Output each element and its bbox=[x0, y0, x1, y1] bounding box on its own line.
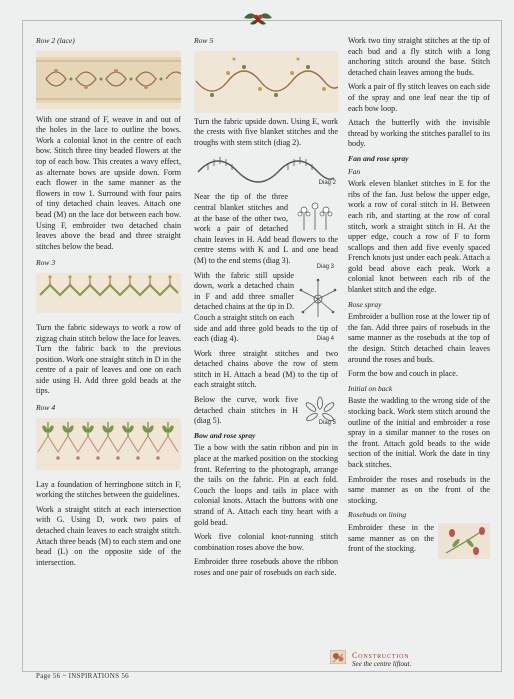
row5-paragraph: Turn the fabric upside down. Using E, work the crests with five blanket stitches and the troughs with stem stitch (diag 2). bbox=[194, 116, 338, 147]
initial-subheading: Initial on back bbox=[348, 383, 393, 393]
diag5-block bbox=[194, 395, 338, 427]
bow-rose-spray-heading: Bow and rose spray bbox=[194, 430, 256, 440]
column-right bbox=[348, 36, 490, 559]
rosebuds-paragraph: Embroider three rosebuds above the ribbon roses and one pair of rosebuds on each side. bbox=[194, 557, 338, 577]
butterfly-paragraph: Attach the butterfly with the invisible thread by working the stitches parallel to its body. bbox=[348, 118, 490, 149]
initial-paragraph: Baste the wadding to the wrong side of the stocking back. Work stem stitch around the outline of the initial and embroider a rose spray in a similar manner to the roses on the front. Attach gold beads to the wide section of the initial. Work the date in tiny back stitches. bbox=[348, 396, 490, 469]
diagram-3-label: Diag 3 bbox=[316, 263, 334, 270]
lining-block bbox=[348, 523, 490, 555]
fly-stitch-paragraph: Work a pair of fly stitch leaves on each side of the spray and one leaf near the tip of each bow loop. bbox=[348, 82, 490, 113]
row4-label: Row 4 bbox=[36, 403, 56, 413]
row5-label: Row 5 bbox=[194, 36, 214, 45]
diagram-2-drawing bbox=[194, 152, 338, 188]
row5-image bbox=[194, 51, 338, 113]
diagram-2 bbox=[194, 152, 338, 190]
construction-subtext: See the centre liftout. bbox=[352, 660, 412, 668]
lining-paragraph: Embroider these in the same manner as on the front of the stocking. bbox=[348, 522, 434, 554]
row3-paragraph: Turn the fabric sideways to work a row of zigzag chain stitch below the lace for leaves. Turn the fabric back to the previous position. Work one straight stitch in D in the centre of a pair of leaves and one on each side using H. Add three gold beads at the tips. bbox=[36, 322, 181, 396]
holly-ornament-icon bbox=[240, 6, 276, 28]
row2-paragraph: With one strand of F, weave in and out of the holes in the lace to outline the bows. Work a colonial knot in the centre of each bow. Stitch three tiny beaded flowers at the top of each bow. This creates a wavy effect, as alternate bows are upside down. Form each flower in the same manner as the flowers in row 1. Surround with four pairs of tiny detached chain leaves. Attach one bead (M) on the lace dot between each bow. Using F, embroider two detached chain leaves above the bead and three straight stitches below the bead. bbox=[36, 114, 181, 251]
fan-subheading: Fan bbox=[348, 166, 361, 176]
row4-paragraph-2: Work a straight stitch at each intersection with G. Using D, work two pairs of detached chain leaves to each straight stitch. Attach three beads (M) to each stem and one bead (L) on the opposite side of the intersection. bbox=[36, 504, 181, 567]
diagram-4-label: Diag 4 bbox=[316, 336, 334, 343]
rose-spray-paragraph: Embroider a bullion rose at the lower tip of the fan. Add three pairs of rosebuds in the same manner as the rosebuds at the top of the design. Stitch detached chain leaves around the roses and buds. bbox=[348, 312, 490, 364]
herringbone-row-image bbox=[36, 418, 181, 470]
diag5-paragraph: Below the curve, work five detached chain stitches in H (diag 5). bbox=[194, 395, 298, 426]
zigzag-row-image bbox=[36, 273, 181, 313]
fan-paragraph: Work eleven blanket stitches in E for the ribs of the fan. Just below the upper edge, work a row of coral stitch in H. Between each rib, and starting at the row of coral stitch, work a straight stitch in H. At the upper edge, couch a row of F to form scallops and then add five evenly spaced French knots just under each peak. Attach a gold bead above each peak. Work a colonial knot between each rib of the blanket stitch and the edge. bbox=[348, 179, 490, 295]
diag3-paragraph: Near the tip of the three central blanket stitches and at the base of the other two, work a pair of detached chain leaves in H. Add bead flowers to the centre stems with K and L and one bead (M) to the end stems (diag 3). bbox=[194, 192, 338, 265]
row2-label: Row 2 (lace) bbox=[36, 36, 75, 45]
diagram-2-label: Diag 2 bbox=[318, 179, 336, 186]
diagram-5-label: Diag 5 bbox=[318, 420, 336, 427]
diag3-block bbox=[194, 192, 338, 270]
diag4-paragraph: With the fabric still upside down, work a detached chain in F and add three smaller detached chains at the tip in D. Couch a straight stitch on each side and add three gold beads to the tip of each (diag 4). bbox=[194, 270, 338, 344]
fan-rose-spray-heading: Fan and rose spray bbox=[348, 153, 409, 163]
page-footer: Page 56 ~ INSPIRATIONS 56 bbox=[36, 672, 129, 680]
row4-paragraph-1: Lay a foundation of herringbone stitch in F, working the stitches between the guidelines. bbox=[36, 479, 181, 500]
diagram-3-drawing bbox=[292, 196, 338, 234]
bow-paragraph: Tie a bow with the satin ribbon and pin in place at the marked position on the stocking front. Referring to the photograph, arrange the tails on the fabric. Pin at each fold. Couch the loops and tails in place with colonial knots. Attach the buttons with one strand of A. Attach each tiny heart with a gold bead. bbox=[194, 443, 338, 527]
diag4-block bbox=[194, 271, 338, 345]
straight-stitch-paragraph: Work three straight stitches and two detached chains above the row of stem stitch in H. Attach a bead (M) to the tip of each straight stitch. bbox=[194, 348, 338, 390]
row3-label: Row 3 bbox=[36, 258, 56, 268]
buds-paragraph: Work two tiny straight stitches at the tip of each bud and a fly stitch with a long anchoring stitch around the base. Stitch detached chain leaves among the buds. bbox=[348, 36, 490, 77]
construction-box bbox=[352, 651, 411, 668]
roses-paragraph: Work five colonial knot-running stitch combination roses above the bow. bbox=[194, 532, 338, 552]
diagram-4-drawing bbox=[298, 277, 338, 321]
rose-spray-subheading: Rose spray bbox=[348, 299, 382, 309]
bow-couch-paragraph: Form the bow and couch in place. bbox=[348, 369, 458, 379]
column-middle bbox=[194, 36, 338, 583]
column-left bbox=[36, 36, 181, 572]
rosebud-lining-image bbox=[438, 523, 490, 559]
lining-subheading: Rosebuds on lining bbox=[348, 510, 407, 520]
construction-heading: Construction bbox=[352, 651, 410, 660]
lace-row-image bbox=[36, 51, 181, 109]
construction-icon bbox=[330, 650, 346, 664]
embroider-roses-paragraph: Embroider the roses and rosebuds in the same manner as on the front of the stocking. bbox=[348, 474, 490, 505]
